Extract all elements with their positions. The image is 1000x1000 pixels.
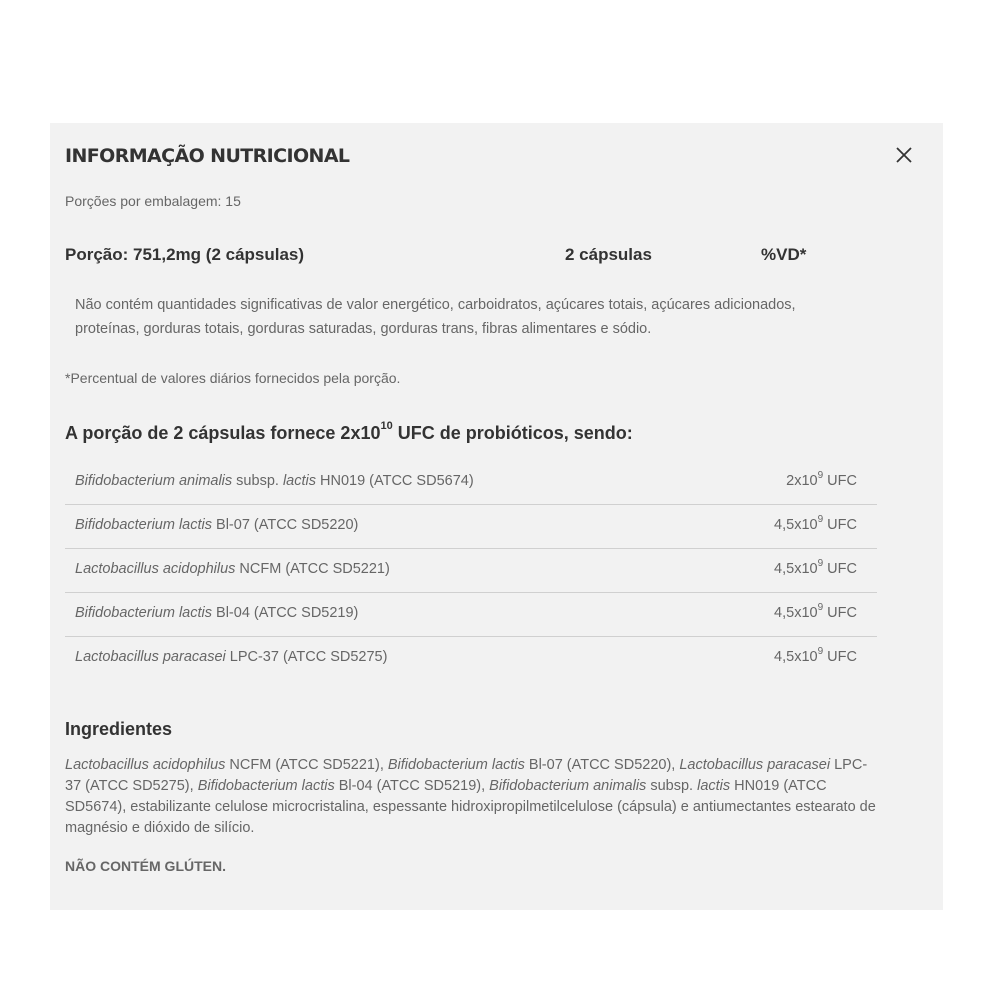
strain-value: $4,5x10^9$ UFC (774, 602, 857, 621)
portion-label: Porção: 751,2mg (2 cápsulas) (65, 245, 305, 264)
nutrition-modal (50, 123, 943, 910)
ingredients-heading: Ingredientes (65, 719, 173, 739)
table-row (65, 505, 877, 549)
portion-header-row (65, 245, 865, 267)
strain-name: Lactobacillus paracasei LPC-37 (ATCC SD5275) (75, 649, 388, 665)
table-row (65, 593, 877, 637)
table-row (65, 637, 877, 680)
table-row (65, 461, 877, 505)
ingredients-fragment: Bifidobacterium lactis (387, 757, 525, 773)
probiotics-heading-exponent: 10 (380, 420, 393, 432)
strain-value: $4,5x10^9$ UFC (774, 646, 857, 665)
ingredients-fragment: Bifidobacterium lactis (197, 778, 335, 794)
strain-value: $2x10^9$ UFC (786, 470, 857, 489)
strain-name: Bifidobacterium lactis Bl-07 (ATCC SD5220) (75, 517, 359, 533)
ingredients-fragment: LPC-37 (ATCC SD5275), (65, 757, 868, 794)
gluten-notice: NÃO CONTÉM GLÚTEN. (65, 858, 226, 874)
strain-table (65, 461, 877, 680)
ingredients-text (65, 755, 880, 839)
ingredients-fragment: NCFM (ATCC SD5221), (225, 757, 388, 773)
ingredients-fragment: Bl-07 (ATCC SD5220), (524, 757, 680, 773)
strain-value: $4,5x10^9$ UFC (774, 558, 857, 577)
ingredients-fragment: Bifidobacterium animalis (489, 778, 647, 794)
probiotics-heading-pre: A porção de 2 cápsulas fornece 2x10 (65, 423, 381, 443)
ingredients-fragment: Lactobacillus paracasei (679, 757, 831, 773)
insignificant-notice: Não contém quantidades significativas de valor energético, carboidratos, açúcares totais, açúcares adicionados, proteínas, gorduras totais, gorduras saturadas, gorduras trans, fibras alimentares e sódio. (75, 297, 796, 337)
ingredients-fragment: lactis (697, 778, 731, 794)
ingredients-fragment: Lactobacillus acidophilus (65, 757, 226, 773)
vd-footnote: *Percentual de valores diários fornecidos pela porção. (65, 370, 401, 386)
portions-per-package: Porções por embalagem: 15 (65, 193, 241, 209)
close-icon (892, 143, 916, 167)
ingredients-fragment: subsp. (646, 778, 698, 794)
strain-name: Bifidobacterium lactis Bl-04 (ATCC SD5219) (75, 605, 359, 621)
probiotics-heading-post: UFC de probióticos, sendo: (392, 423, 633, 443)
ingredients-fragment: Bl-04 (ATCC SD5219), (334, 778, 490, 794)
ingredients-fragment: HN019 (ATCC SD5674), estabilizante celulose microcristalina, espessante hidroxipropilmetilcelulose (cápsula) e antiumectantes estearato de magnésio e dióxido de silício. (65, 778, 876, 836)
close-button[interactable] (892, 143, 916, 167)
strain-value: $4,5x10^9$ UFC (774, 514, 857, 533)
table-row (65, 549, 877, 593)
modal-title: INFORMAÇÃO NUTRICIONAL (65, 145, 350, 167)
probiotics-heading (65, 420, 633, 444)
strain-name: Lactobacillus acidophilus NCFM (ATCC SD5221) (75, 561, 390, 577)
vd-column-header: %VD* (761, 245, 807, 264)
portion-column-header: 2 cápsulas (565, 245, 652, 264)
strain-name: Bifidobacterium animalis subsp. lactis HN019 (ATCC SD5674) (75, 473, 474, 489)
